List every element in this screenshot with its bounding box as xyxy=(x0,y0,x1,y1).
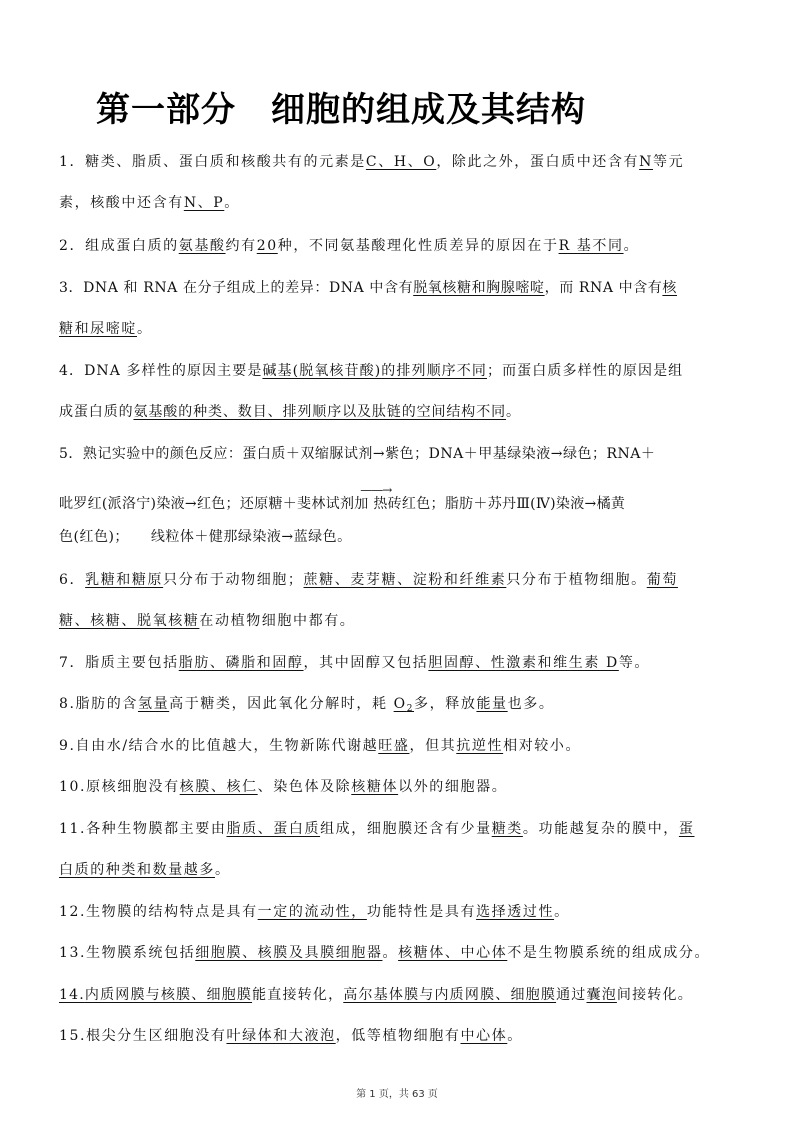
item-12-answer-2: 选择透过性 xyxy=(476,904,555,920)
item-5-line-3 xyxy=(59,527,739,547)
item-3-text: 3．DNA 和 RNA 在分子组成上的差异：DNA 中含有 xyxy=(59,280,414,296)
item-3-text: ，而 RNA 中含有 xyxy=(544,280,663,296)
page-footer: 第 1 页，共 63 页 xyxy=(356,1089,438,1100)
heating-arrow xyxy=(354,483,392,514)
item-3-line-1 xyxy=(59,278,739,298)
item-1-answer-2: N xyxy=(639,154,653,170)
item-2-text: 约有 xyxy=(225,238,257,254)
item-2-text: 。 xyxy=(623,238,640,254)
item-1-text: 1．糖类、脂质、蛋白质和核酸共有的元素是 xyxy=(59,154,366,170)
item-14-text: 通过 xyxy=(556,987,587,1003)
item-8-text: 多，释放 xyxy=(414,696,477,712)
item-2-answer-3: R 基不同 xyxy=(558,238,624,254)
item-6-line-1 xyxy=(59,570,739,590)
item-6-answer-1: 乳糖和糖原 xyxy=(85,572,164,588)
item-12-answer-1: 一定的流动性， xyxy=(257,904,367,920)
item-8-text: 8.脂肪的含 xyxy=(59,696,138,712)
item-5-line-2 xyxy=(59,483,739,514)
item-11-text: 组成，细胞膜还含有少量 xyxy=(320,821,492,837)
item-4-text: 4．DNA 多样性的原因主要是 xyxy=(59,363,263,379)
item-13-text: 。 xyxy=(382,945,399,961)
item-8-answer-1: 氢量 xyxy=(137,696,170,712)
item-14-line-1 xyxy=(59,985,739,1005)
item-9-text: ，但其 xyxy=(409,738,457,754)
item-6-answer-3-cont: 糖、核糖、脱氧核糖 xyxy=(59,613,200,629)
item-10-line-1 xyxy=(59,777,739,797)
item-8-text: 也多。 xyxy=(507,696,555,712)
item-6-answer-2: 蔗糖、麦芽糖、淀粉和纤维素 xyxy=(303,572,507,588)
item-9-text: 9.自由水/结合水的比值越大，生物新陈代谢越 xyxy=(59,738,379,754)
item-11-answer-2: 糖类 xyxy=(491,821,523,837)
item-1-line-2 xyxy=(59,193,739,213)
item-4-text: ；而蛋白质多样性的原因是组 xyxy=(486,363,684,379)
arrow-icon: ——→ xyxy=(360,483,392,497)
item-2-text: 2．组成蛋白质的 xyxy=(59,238,179,254)
item-13-answer-2: 核糖体、中心体 xyxy=(398,945,508,961)
item-2-answer-1: 氨基酸 xyxy=(178,238,226,254)
item-15-text: ，低等植物细胞有 xyxy=(335,1028,461,1044)
item-4-answer-1: 碱基(脱氧核苷酸)的排列顺序不同 xyxy=(262,363,487,379)
item-3-line-2 xyxy=(59,319,739,339)
item-5-text: 色(红色)； 线粒体＋健那绿染液→蓝绿色。 xyxy=(59,529,352,545)
item-6-answer-3: 葡萄 xyxy=(646,572,678,588)
item-4-answer-2: 氨基酸的种类、数目、排列顺序以及肽链的空间结构不同 xyxy=(133,404,506,420)
item-3-text: 。 xyxy=(137,321,153,337)
item-3-answer-2-cont: 糖和尿嘧啶 xyxy=(59,321,137,337)
item-1-text: 素，核酸中还含有 xyxy=(59,195,184,211)
item-1-line-1 xyxy=(59,152,739,172)
item-11-text: 11.各种生物膜都主要由 xyxy=(59,821,227,837)
item-15-answer-2: 中心体 xyxy=(460,1028,508,1044)
oxygen-subscript: 2 xyxy=(406,704,415,714)
item-8-line-1 xyxy=(59,694,739,714)
oxygen-symbol: O xyxy=(393,696,407,712)
item-4-text: 成蛋白质的 xyxy=(59,404,134,420)
item-10-answer-2: 核糖体 xyxy=(351,779,399,795)
item-9-answer-2: 抗逆性 xyxy=(456,738,504,754)
item-7-text: 7．脂质主要包括 xyxy=(59,655,179,671)
item-11-answer-1: 脂质、蛋白质 xyxy=(226,821,321,837)
item-14-number: 14. xyxy=(59,987,85,1003)
item-5-text: 吡罗红(派洛宁)染液→红色；还原糖＋斐林试剂 xyxy=(59,496,355,512)
item-8-text: 高于糖类，因此氧化分解时，耗 xyxy=(169,696,394,712)
item-6-text: 6． xyxy=(59,572,86,588)
item-6-text: 只分布于动物细胞； xyxy=(163,572,304,588)
item-11-answer-3-cont: 白质的种类和数量越多 xyxy=(59,862,215,878)
item-7-line-1 xyxy=(59,653,739,673)
item-14-answer-3: 囊泡 xyxy=(586,987,617,1003)
heating-label: 加 热 xyxy=(354,496,388,512)
item-4-line-1 xyxy=(59,361,739,381)
item-15-line-1 xyxy=(59,1026,739,1046)
item-7-text: ，其中固醇又包括 xyxy=(303,655,429,671)
item-10-text: 以外的细胞器。 xyxy=(398,779,508,795)
item-4-line-2 xyxy=(59,402,739,422)
item-5-text: 砖红色；脂肪＋苏丹Ⅲ(Ⅳ)染液→橘黄 xyxy=(387,496,626,512)
item-7-text: 等。 xyxy=(618,655,651,671)
item-9-line-1 xyxy=(59,736,739,756)
item-11-line-1 xyxy=(59,819,739,839)
item-1-text: ，除此之外，蛋白质中还含有 xyxy=(436,154,640,170)
item-8-answer-2 xyxy=(394,696,414,712)
item-7-answer-2: 胆固醇、性激素和维生素 D xyxy=(428,655,619,671)
item-13-answer-1: 细胞膜、核膜及具膜细胞器 xyxy=(195,945,383,961)
item-3-answer-1: 脱氧核糖和胸腺嘧啶 xyxy=(413,280,545,296)
item-10-text: 10.原核细胞没有 xyxy=(59,779,180,795)
item-10-answer-1: 核膜、核仁 xyxy=(179,779,258,795)
item-5-text: 5．熟记实验中的颜色反应：蛋白质＋双缩脲试剂→紫色；DNA＋甲基绿染液→绿色；RNA＋ xyxy=(59,446,656,462)
item-3-answer-2: 核 xyxy=(662,280,678,296)
item-8-answer-3: 能量 xyxy=(476,696,508,712)
item-6-text: 只分布于植物细胞。 xyxy=(506,572,647,588)
item-1-answer-3: N、P xyxy=(183,195,225,211)
item-14-answer-2: 高尔基体膜与内质网膜、细胞膜 xyxy=(343,987,557,1003)
item-1-answer-1: C、H、O xyxy=(365,154,437,170)
item-13-text: 不是生物膜系统的组成成分。 xyxy=(507,945,711,961)
item-12-text: 12.生物膜的结构特点是具有 xyxy=(59,904,258,920)
item-10-text: 、染色体及除 xyxy=(257,779,352,795)
item-15-answer-1: 叶绿体和大液泡 xyxy=(226,1028,336,1044)
item-4-text: 。 xyxy=(506,404,521,420)
item-14-text: 能直接转化， xyxy=(252,987,344,1003)
item-5-line-1 xyxy=(59,444,739,464)
item-1-text: 等元 xyxy=(652,154,685,170)
item-11-answer-3: 蛋 xyxy=(678,821,695,837)
item-11-text: 。功能越复杂的膜中， xyxy=(522,821,679,837)
item-9-answer-1: 旺盛 xyxy=(378,738,410,754)
item-12-text: 。 xyxy=(554,904,570,920)
item-2-text: 种，不同氨基酸理化性质差异的原因在于 xyxy=(277,238,559,254)
item-9-text: 相对较小。 xyxy=(503,738,582,754)
item-13-text: 13.生物膜系统包括 xyxy=(59,945,196,961)
item-15-text: 15.根尖分生区细胞没有 xyxy=(59,1028,227,1044)
item-1-text: 。 xyxy=(224,195,240,211)
item-14-text: 间接转化。 xyxy=(616,987,693,1003)
item-6-line-2 xyxy=(59,611,739,631)
item-7-answer-1: 脂肪、磷脂和固醇 xyxy=(178,655,304,671)
item-11-text: 。 xyxy=(215,862,231,878)
item-2-answer-2: 20 xyxy=(256,238,278,254)
item-12-line-1 xyxy=(59,902,739,922)
item-14-answer-1: 内质网膜与核膜、细胞膜 xyxy=(84,987,253,1003)
item-15-text: 。 xyxy=(507,1028,523,1044)
item-11-line-2 xyxy=(59,860,739,880)
item-13-line-1 xyxy=(59,943,739,963)
page-title: 第一部分 细胞的组成及其结构 xyxy=(96,90,586,130)
item-2-line-1 xyxy=(59,236,739,256)
item-6-text: 在动植物细胞中都有。 xyxy=(199,613,356,629)
item-12-text: 功能特性是具有 xyxy=(366,904,477,920)
